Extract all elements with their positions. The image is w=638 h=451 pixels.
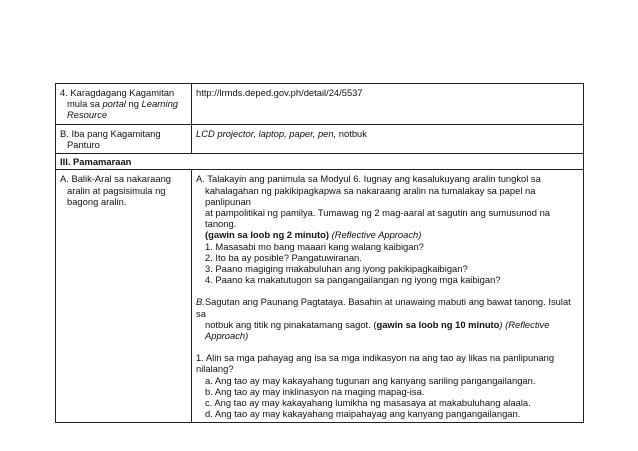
label-line xyxy=(60,98,187,109)
approach-note: ) (Reflective xyxy=(499,318,550,330)
row-label-karagdagang-kagamitan xyxy=(56,84,192,125)
materials-text: notbuk xyxy=(336,128,367,139)
row-value-materials xyxy=(192,125,584,154)
quiz-choice: b. Ang tao ay may inklinasyon na maging mapag-isa. xyxy=(205,385,425,397)
part-b-line xyxy=(196,296,571,318)
label-line: Panturo xyxy=(67,139,100,151)
part-a-line: kahalagahan ng pakikipagkapwa sa nakaraang aralin na tumalakay sa papel na panlipunan xyxy=(205,184,536,207)
question-item: 1. Masasabi mo bang maaari kang walang kaibigan? xyxy=(205,240,424,252)
approach-note: (Reflective Approach) xyxy=(328,229,422,241)
time-note: gawin sa loob ng 10 minuto xyxy=(376,318,500,330)
label-line: aralin at pagsisimula ng xyxy=(67,184,166,196)
section-header-row xyxy=(56,154,584,170)
label-text: ng xyxy=(125,98,142,110)
question-item: 2. Ito ba ay posible? Pangatuwiranan. xyxy=(205,251,362,263)
part-b-line xyxy=(196,319,579,330)
lesson-plan-table xyxy=(55,83,584,423)
table-row xyxy=(56,125,584,154)
time-note: (gawin sa loob ng 2 minuto) xyxy=(205,229,329,241)
part-a-line: at pampolitikal ng pamilya. Tumawag ng 2 mag-aaral at sagutin ang sumusunod na tanong. xyxy=(205,207,550,230)
label-text: Learning xyxy=(141,98,179,110)
row-label-iba-pang-kagamitan xyxy=(56,125,192,154)
part-b-text: Sagutan ang Paunang Pagtataya. Basahin at unawaing mabuti ang bawat tanong. Isulat sa xyxy=(196,296,571,319)
row-value-procedure xyxy=(192,170,584,423)
question-item: 3. Paano magiging makabuluhan ang iyong pakikipagkaibigan? xyxy=(205,263,468,275)
question-item: 4. Paano ka makatutugon sa pangangailangan ng iyong mga kaibigan? xyxy=(205,274,501,286)
quiz-choice: a. Ang tao ay may kakayahang tugunan ang kanyang sariling pangangailangan. xyxy=(205,374,536,386)
part-b-text: notbuk ang titik ng pinakatamang sagot. ( xyxy=(205,318,377,330)
label-line: bagong aralin. xyxy=(67,195,127,207)
part-a-line xyxy=(196,229,579,240)
table-row xyxy=(56,84,584,125)
quiz-choice: d. Ang tao ay may kakayahang maipahayag ang kanyang pangangailangan. xyxy=(205,408,521,420)
part-b-line: Approach) xyxy=(205,330,249,342)
section-title: III. Pamamaraan xyxy=(56,154,584,170)
part-a-line: A. Talakayin ang panimula sa Modyul 6. Iugnay ang kasalukuyang aralin tungkol sa xyxy=(196,173,541,185)
quiz-question: 1. Alin sa mga pahayag ang isa sa mga indikasyon na ang tao ay likas na panlipunang nilalang? xyxy=(196,352,555,375)
row-label-balik-aral xyxy=(56,170,192,423)
quiz-choice: c. Ang tao ay may kakayahang lumikha ng masasaya at makabuluhang alaala. xyxy=(205,397,531,409)
resource-link[interactable]: http://lrmds.deped.gov.ph/detail/24/5537 xyxy=(196,87,363,98)
label-line: B. Iba pang Kagamitang xyxy=(60,128,161,139)
label-line: 4. Karagdagang Kagamitan xyxy=(60,87,175,98)
row-value-url xyxy=(192,84,584,125)
table-row xyxy=(56,170,584,423)
label-text: portal xyxy=(102,98,126,110)
materials-text: LCD projector, laptop, paper, pen, xyxy=(196,128,337,139)
part-b-marker: B. xyxy=(196,296,205,308)
label-line: Resource xyxy=(67,109,108,121)
label-line: A. Balik-Aral sa nakaraang xyxy=(60,173,171,185)
label-text: mula sa xyxy=(67,98,103,110)
